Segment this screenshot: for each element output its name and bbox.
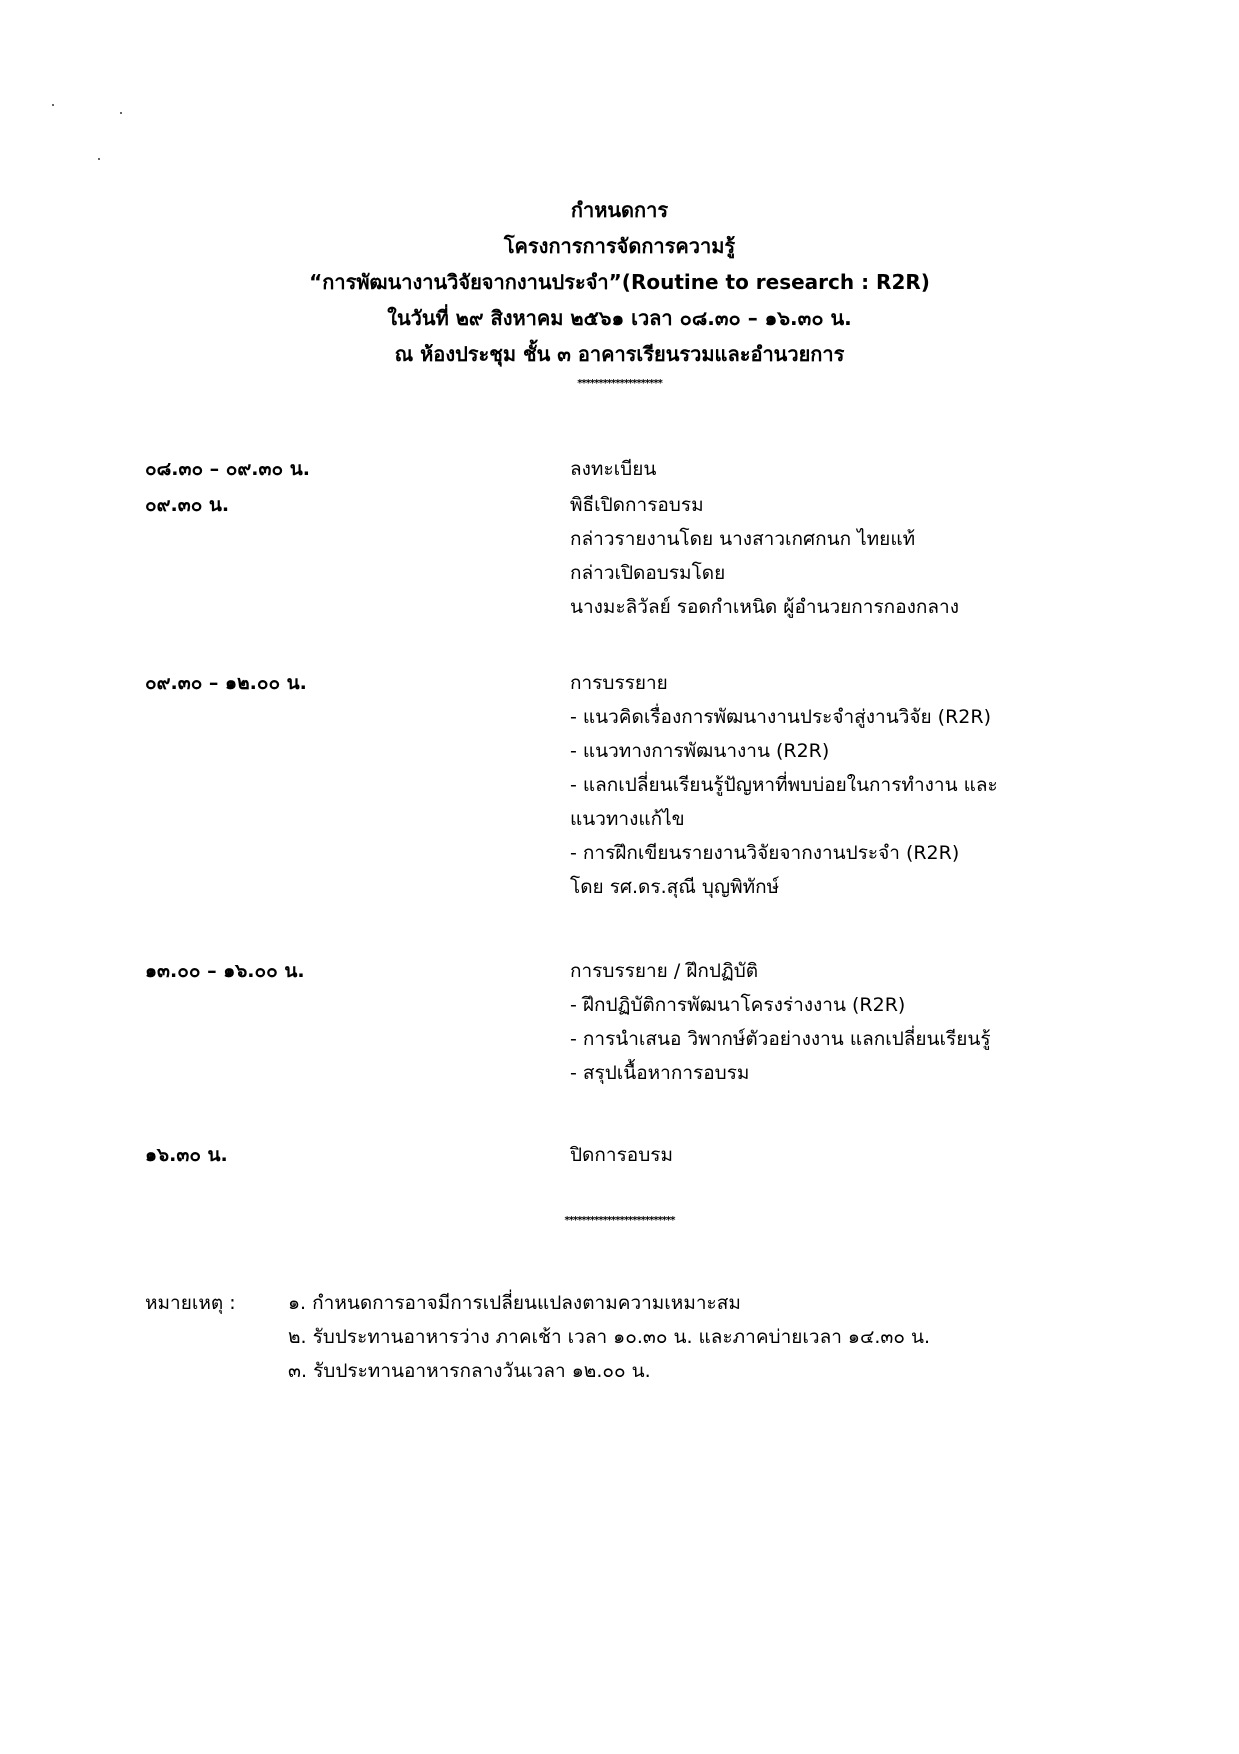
schedule-time: ๐๙.๓๐ – ๑๒.๐๐ น. bbox=[145, 672, 307, 694]
schedule-activities bbox=[570, 452, 1130, 486]
scan-speck bbox=[120, 112, 122, 114]
schedule-activities bbox=[570, 1138, 1130, 1172]
activity-line: การบรรยาย bbox=[570, 672, 668, 694]
activity-line: - แลกเปลี่ยนเรียนรู้ปัญหาที่พบบ่อยในการทำงาน และ bbox=[570, 774, 998, 796]
note-item: ๑. กำหนดการอาจมีการเปลี่ยนแปลงตามความเหมาะสม bbox=[288, 1292, 741, 1314]
activity-line: ปิดการอบรม bbox=[570, 1144, 673, 1166]
activity-line: โดย รศ.ดร.สุณี บุญพิทักษ์ bbox=[570, 876, 780, 898]
activity-line: - สรุปเนื้อหาการอบรม bbox=[570, 1062, 750, 1084]
activity-line: - แนวทางการพัฒนางาน (R2R) bbox=[570, 740, 830, 762]
schedule-time: ๑๖.๓๐ น. bbox=[145, 1144, 228, 1166]
activity-line: ลงทะเบียน bbox=[570, 458, 657, 480]
activity-line: - ฝึกปฏิบัติการพัฒนาโครงร่างงาน (R2R) bbox=[570, 994, 906, 1016]
activity-line: - การนำเสนอ วิพากษ์ตัวอย่างงาน แลกเปลี่ยนเรียนรู้ bbox=[570, 1028, 991, 1050]
document-header bbox=[0, 192, 1239, 372]
schedule-activities bbox=[570, 666, 1130, 904]
notes-label: หมายเหตุ : bbox=[145, 1292, 236, 1314]
header-project-subtitle: “การพัฒนางานวิจัยจากงานประจำ”(Routine to research : R2R) bbox=[309, 270, 930, 294]
scan-speck bbox=[52, 104, 54, 106]
note-item: ๒. รับประทานอาหารว่าง ภาคเช้า เวลา ๑๐.๓๐ น. และภาคบ่ายเวลา ๑๔.๓๐ น. bbox=[288, 1326, 931, 1348]
scan-speck bbox=[98, 158, 100, 160]
activity-line: พิธีเปิดการอบรม bbox=[570, 494, 704, 516]
activity-line: - แนวคิดเรื่องการพัฒนางานประจำสู่งานวิจัย (R2R) bbox=[570, 706, 991, 728]
header-venue: ณ ห้องประชุม ชั้น ๓ อาคารเรียนรวมและอำนวยการ bbox=[394, 342, 845, 366]
activity-line: กล่าวรายงานโดย นางสาวเกศกนก ไทยแท้ bbox=[570, 528, 916, 550]
schedule-activities bbox=[570, 488, 1130, 624]
activity-line: การบรรยาย / ฝึกปฏิบัติ bbox=[570, 960, 759, 982]
separator-top: ******************** bbox=[577, 378, 662, 389]
activity-line: กล่าวเปิดอบรมโดย bbox=[570, 562, 726, 584]
separator-bottom: ************************** bbox=[564, 1215, 675, 1226]
header-date-time: ในวันที่ ๒๙ สิงหาคม ๒๕๖๑ เวลา ๐๘.๓๐ – ๑๖.๓๐ น. bbox=[387, 306, 852, 330]
notes-list bbox=[288, 1286, 1188, 1388]
header-title: กำหนดการ bbox=[570, 198, 669, 222]
schedule-time: ๑๓.๐๐ – ๑๖.๐๐ น. bbox=[145, 960, 305, 982]
header-project-name: โครงการการจัดการความรู้ bbox=[503, 234, 736, 258]
schedule-time: ๐๘.๓๐ – ๐๙.๓๐ น. bbox=[145, 458, 310, 480]
schedule-time: ๐๙.๓๐ น. bbox=[145, 494, 230, 516]
schedule-activities bbox=[570, 954, 1130, 1090]
activity-line: แนวทางแก้ไข bbox=[570, 808, 685, 830]
activity-line: นางมะลิวัลย์ รอดกำเหนิด ผู้อำนวยการกองกลาง bbox=[570, 596, 959, 618]
note-item: ๓. รับประทานอาหารกลางวันเวลา ๑๒.๐๐ น. bbox=[288, 1360, 651, 1382]
activity-line: - การฝึกเขียนรายงานวิจัยจากงานประจำ (R2R) bbox=[570, 842, 960, 864]
